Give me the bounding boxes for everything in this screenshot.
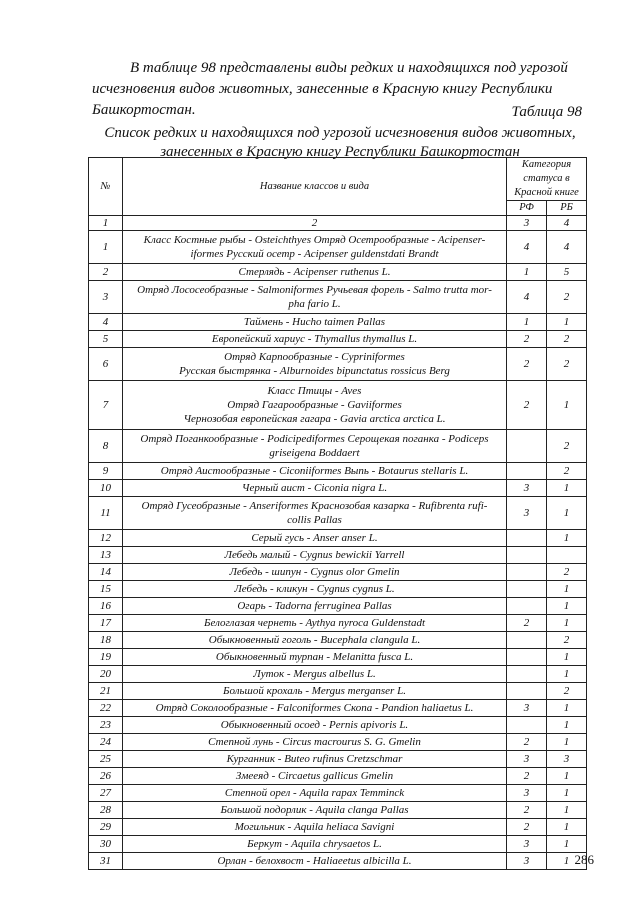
status-rb: 1 <box>547 314 587 331</box>
row-number: 28 <box>89 802 123 819</box>
species-name-line: pha fario L. <box>288 298 341 310</box>
species-name-line: Отряд Соколообразные - Falconiformes Скопа - Pandion haliaetus L. <box>155 702 474 714</box>
species-name <box>123 615 507 632</box>
species-name <box>123 632 507 649</box>
species-name <box>123 751 507 768</box>
status-rf <box>507 463 547 480</box>
species-name-line: Огарь - Tadorna ferruginea Pallas <box>237 600 392 612</box>
table-row <box>89 819 587 836</box>
status-rb: 1 <box>547 836 587 853</box>
status-rb: 1 <box>547 530 587 547</box>
row-number: 23 <box>89 717 123 734</box>
species-name <box>123 734 507 751</box>
species-name-line: Класс Птицы - Aves <box>267 385 362 397</box>
row-number: 6 <box>89 348 123 381</box>
species-name-line: Степной орел - Aquila rapax Temminck <box>224 787 405 799</box>
status-rb: 3 <box>547 751 587 768</box>
intro-paragraph: В таблице 98 представлены виды редких и находящихся под угрозой исчезновения видов животных, занесенные в Красную книгу Республики Башкортостан. <box>92 60 568 118</box>
table-row <box>89 632 587 649</box>
species-name <box>123 683 507 700</box>
status-rb: 1 <box>547 768 587 785</box>
status-rb: 1 <box>547 785 587 802</box>
header-rf: РФ <box>507 201 547 216</box>
species-name-line: Змееяд - Circaetus gallicus Gmelin <box>235 770 394 782</box>
species-name <box>123 530 507 547</box>
table-row <box>89 683 587 700</box>
table-row <box>89 785 587 802</box>
status-rf <box>507 717 547 734</box>
species-name <box>123 547 507 564</box>
row-number: 14 <box>89 564 123 581</box>
species-name <box>123 331 507 348</box>
species-name <box>123 314 507 331</box>
row-number: 8 <box>89 430 123 463</box>
row-number: 1 <box>89 231 123 264</box>
species-name-line: Отряд Гусеобразные - Anseriformes Краснозобая казарка - Rufibrenta rufi- <box>141 500 488 512</box>
species-name-line: Отряд Карпообразные - Cypriniformes <box>224 351 405 363</box>
column-number: 2 <box>123 216 507 231</box>
table-row <box>89 348 587 381</box>
row-number: 2 <box>89 264 123 281</box>
species-name <box>123 836 507 853</box>
row-number: 21 <box>89 683 123 700</box>
species-name-line: Обыкновенный турпан - Melanitta fusca L. <box>215 651 414 663</box>
status-rf <box>507 666 547 683</box>
table-row <box>89 836 587 853</box>
table-row <box>89 281 587 314</box>
table-title: Список редких и находящихся под угрозой исчезновения видов животных, занесенных в Красную книгу Республики Башкортостан <box>104 125 576 160</box>
table-body <box>89 231 587 870</box>
species-name-line: Обыкновенный осоед - Pernis apivoris L. <box>220 719 409 731</box>
status-rb: 2 <box>547 564 587 581</box>
status-rb: 2 <box>547 463 587 480</box>
species-name-line: Беркут - Aquila chrysaetos L. <box>247 838 382 850</box>
table-row <box>89 768 587 785</box>
species-name-line: Отряд Лососеобразные - Salmoniformes Ручьевая форель - Salmo trutta mor- <box>137 284 492 296</box>
row-number: 22 <box>89 700 123 717</box>
header-category: Категория статуса в Красной книге <box>507 158 587 201</box>
row-number: 15 <box>89 581 123 598</box>
species-name-line: Отряд Поганкообразные - Podicipediformes Серощекая поганка - Podiceps <box>140 433 489 445</box>
status-rf: 3 <box>507 785 547 802</box>
status-rb: 1 <box>547 381 587 430</box>
status-rb: 1 <box>547 802 587 819</box>
table-row <box>89 734 587 751</box>
species-name <box>123 717 507 734</box>
status-rf: 2 <box>507 819 547 836</box>
status-rf: 4 <box>507 281 547 314</box>
species-name-line: Курганник - Buteo rufinus Cretzschmar <box>226 753 403 765</box>
status-rb: 2 <box>547 281 587 314</box>
header-name: Название классов и вида <box>123 158 507 216</box>
row-number: 20 <box>89 666 123 683</box>
status-rb: 2 <box>547 430 587 463</box>
row-number: 13 <box>89 547 123 564</box>
status-rf <box>507 430 547 463</box>
species-name-line: Таймень - Hucho taimen Pallas <box>243 316 386 328</box>
species-name-line: iformes Русский осетр - Acipenser guldenstdati Brandt <box>190 248 439 260</box>
table-row <box>89 231 587 264</box>
species-name <box>123 231 507 264</box>
row-number: 26 <box>89 768 123 785</box>
species-name <box>123 581 507 598</box>
species-name-line: Русская быстрянка - Alburnoides bipunctatus rossicus Berg <box>179 365 450 377</box>
status-rf: 2 <box>507 734 547 751</box>
table-row <box>89 547 587 564</box>
status-rf: 3 <box>507 480 547 497</box>
status-rf: 1 <box>507 264 547 281</box>
species-name <box>123 853 507 870</box>
table-row <box>89 615 587 632</box>
species-name-line: Серый гусь - Anser anser L. <box>251 532 378 544</box>
status-rf <box>507 530 547 547</box>
species-name-line: Отряд Гагарообразные - Gaviiformes <box>227 399 402 411</box>
species-name-line: Могильник - Aquila heliaca Savigni <box>234 821 395 833</box>
species-name <box>123 598 507 615</box>
status-rb <box>547 547 587 564</box>
status-rb: 1 <box>547 853 587 870</box>
species-name <box>123 281 507 314</box>
table-row <box>89 717 587 734</box>
red-book-table <box>88 157 587 870</box>
table-row <box>89 598 587 615</box>
status-rf: 4 <box>507 231 547 264</box>
status-rf <box>507 649 547 666</box>
species-name <box>123 381 507 430</box>
row-number: 7 <box>89 381 123 430</box>
species-name-line: Лебедь - шипун - Cygnus olor Gmelin <box>229 566 400 578</box>
species-name-line: Класс Костные рыбы - Osteichthyes Отряд Осетрообразные - Acipenser- <box>143 234 486 246</box>
row-number: 19 <box>89 649 123 666</box>
row-number: 30 <box>89 836 123 853</box>
table-label: Таблица 98 <box>511 104 582 120</box>
table-row <box>89 497 587 530</box>
table-row <box>89 264 587 281</box>
species-name-line: griseigena Boddaert <box>269 447 360 459</box>
status-rf <box>507 683 547 700</box>
table-row <box>89 802 587 819</box>
status-rb: 2 <box>547 331 587 348</box>
status-rb: 1 <box>547 497 587 530</box>
status-rb: 2 <box>547 348 587 381</box>
species-name <box>123 666 507 683</box>
species-name-line: Большой крохаль - Mergus merganser L. <box>223 685 406 697</box>
status-rb: 1 <box>547 734 587 751</box>
status-rb: 1 <box>547 480 587 497</box>
species-name <box>123 768 507 785</box>
table-row <box>89 381 587 430</box>
status-rb: 4 <box>547 231 587 264</box>
species-name <box>123 264 507 281</box>
status-rb: 1 <box>547 649 587 666</box>
species-name-line: Орлан - белохвост - Haliaeetus albicilla L. <box>217 855 412 867</box>
species-name <box>123 497 507 530</box>
table-row <box>89 751 587 768</box>
row-number: 10 <box>89 480 123 497</box>
row-number: 5 <box>89 331 123 348</box>
row-number: 16 <box>89 598 123 615</box>
species-name <box>123 785 507 802</box>
status-rf: 2 <box>507 768 547 785</box>
column-number: 4 <box>547 216 587 231</box>
species-name-line: Европейский хариус - Thymallus thymallus L. <box>211 333 418 345</box>
table-row <box>89 480 587 497</box>
status-rb: 1 <box>547 700 587 717</box>
row-number: 27 <box>89 785 123 802</box>
column-number: 3 <box>507 216 547 231</box>
species-name <box>123 819 507 836</box>
status-rf: 2 <box>507 615 547 632</box>
species-name <box>123 802 507 819</box>
status-rf: 2 <box>507 348 547 381</box>
species-name-line: Большой подорлик - Aquila clanga Pallas <box>220 804 409 816</box>
species-name-line: Лебедь - кликун - Cygnus cygnus L. <box>234 583 395 595</box>
status-rf: 3 <box>507 836 547 853</box>
row-number: 3 <box>89 281 123 314</box>
status-rf: 3 <box>507 853 547 870</box>
status-rf: 1 <box>507 314 547 331</box>
table-row <box>89 463 587 480</box>
species-name-line: Степной лунь - Circus macrourus S. G. Gmelin <box>208 736 421 748</box>
table-row <box>89 430 587 463</box>
species-name <box>123 463 507 480</box>
species-name-line: Стерлядь - Acipenser ruthenus L. <box>238 266 391 278</box>
table-row <box>89 530 587 547</box>
status-rb: 2 <box>547 683 587 700</box>
status-rf <box>507 564 547 581</box>
species-name-line: Лебедь малый - Cygnus bewickii Yarrell <box>224 549 405 561</box>
row-number: 17 <box>89 615 123 632</box>
species-name <box>123 700 507 717</box>
status-rb: 1 <box>547 717 587 734</box>
status-rf: 2 <box>507 331 547 348</box>
status-rf: 3 <box>507 751 547 768</box>
species-name-line: Черный аист - Ciconia nigra L. <box>241 482 388 494</box>
page-number: 286 <box>574 852 594 867</box>
table-row <box>89 564 587 581</box>
header-num: № <box>89 158 123 216</box>
status-rf <box>507 598 547 615</box>
status-rb: 1 <box>547 666 587 683</box>
species-name-line: Обыкновенный гоголь - Bucephala clangula L. <box>208 634 421 646</box>
species-name <box>123 480 507 497</box>
status-rf <box>507 547 547 564</box>
species-name <box>123 564 507 581</box>
row-number: 24 <box>89 734 123 751</box>
status-rf: 3 <box>507 700 547 717</box>
species-name <box>123 649 507 666</box>
row-number: 12 <box>89 530 123 547</box>
species-name-line: Белоглазая чернеть - Aythya nyroca Guldenstadt <box>203 617 426 629</box>
row-number: 25 <box>89 751 123 768</box>
column-number: 1 <box>89 216 123 231</box>
header-rb: РБ <box>547 201 587 216</box>
species-name <box>123 348 507 381</box>
row-number: 11 <box>89 497 123 530</box>
table-row <box>89 666 587 683</box>
status-rb: 1 <box>547 615 587 632</box>
row-number: 9 <box>89 463 123 480</box>
status-rb: 1 <box>547 581 587 598</box>
row-number: 18 <box>89 632 123 649</box>
status-rf <box>507 632 547 649</box>
row-number: 29 <box>89 819 123 836</box>
species-name-line: Чернозобая европейская гагара - Gavia arctica arctica L. <box>183 413 446 425</box>
status-rf <box>507 581 547 598</box>
table-row <box>89 314 587 331</box>
species-name-line: Отряд Аистообразные - Ciconiiformes Выпь - Botaurus stellaris L. <box>160 465 469 477</box>
table-row <box>89 331 587 348</box>
table-row <box>89 649 587 666</box>
species-name-line: collis Pallas <box>287 514 342 526</box>
status-rb: 1 <box>547 819 587 836</box>
table-row <box>89 853 587 870</box>
table-row <box>89 581 587 598</box>
status-rf: 2 <box>507 802 547 819</box>
row-number: 31 <box>89 853 123 870</box>
status-rf: 3 <box>507 497 547 530</box>
species-name-line: Луток - Mergus albellus L. <box>253 668 376 680</box>
status-rb: 1 <box>547 598 587 615</box>
status-rb: 5 <box>547 264 587 281</box>
status-rf: 2 <box>507 381 547 430</box>
species-name <box>123 430 507 463</box>
row-number: 4 <box>89 314 123 331</box>
table-row <box>89 700 587 717</box>
status-rb: 2 <box>547 632 587 649</box>
